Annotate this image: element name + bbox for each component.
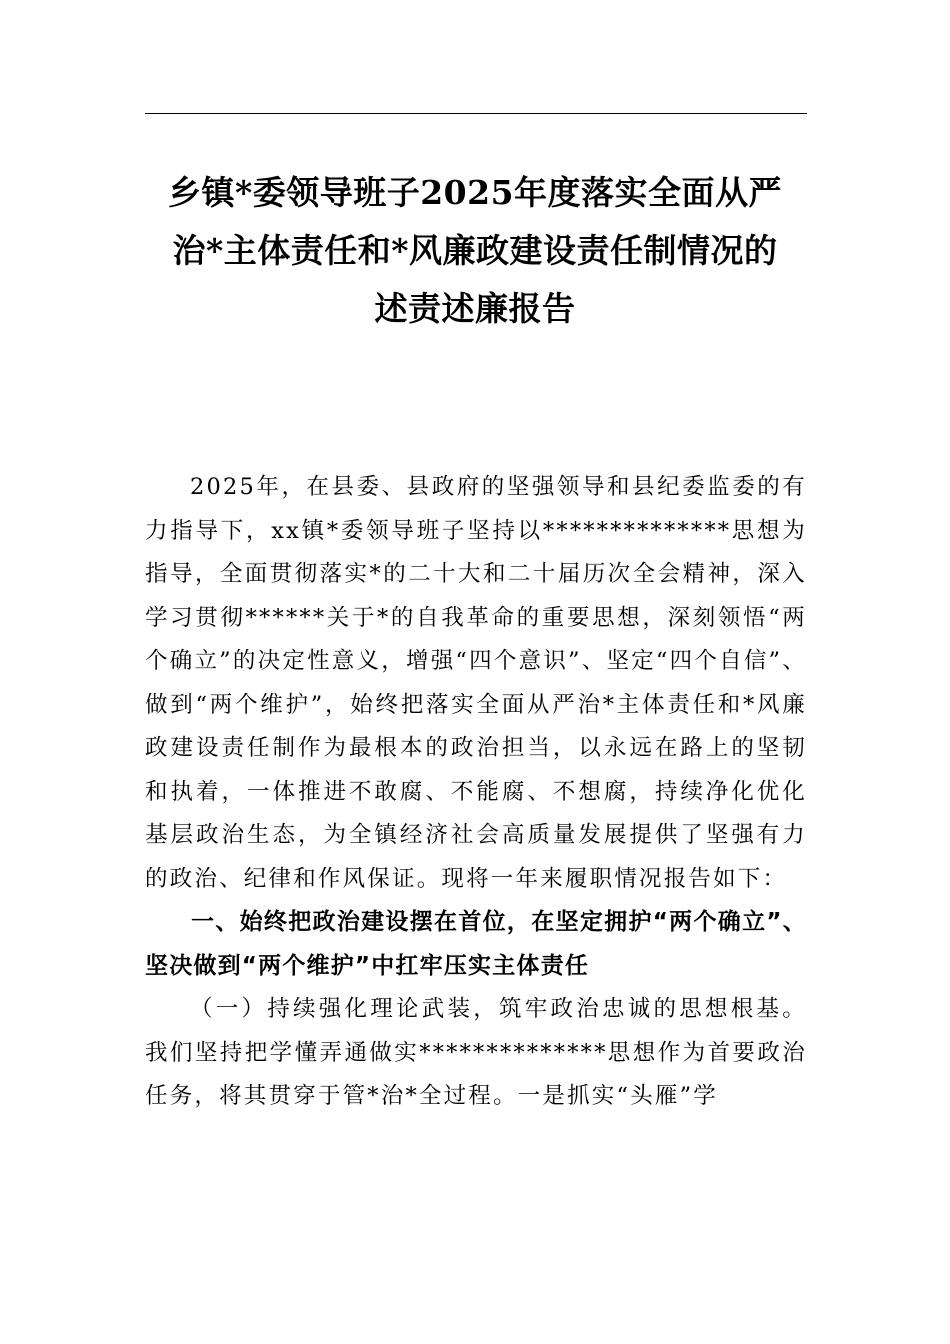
section-1-heading: 一、始终把政治建设摆在首位，在坚定拥护“两个确立”、坚决做到“两个维护”中扛牢压实主体责任 <box>145 909 807 979</box>
intro-paragraph: 2025年，在县委、县政府的坚强领导和县纪委监委的有力指导下，xx镇*委领导班子坚持以**************思想为指导，全面贯彻落实*的二十大和二十届历次全会精神，深入学习贯彻******关于*的自我革命的重要思想，深刻领悟“两个确立”的决定性意义，增强“四个意识”、坚定“四个自信”、做到“两个维护”，始终把落实全面从严治*主体责任和*风廉政建设责任制作为最根本的政治担当，以永远在路上的坚韧和执着，一体推进不敢腐、不能腐、不想腐，持续净化优化基层政治生态，为全镇经济社会高质量发展提供了坚强有力的政治、纪律和作风保证。现将一年来履职情况报告如下： <box>145 474 807 892</box>
title-line-2: 治*主体责任和*风廉政建设责任制情况的 <box>172 231 778 270</box>
document-body <box>145 466 807 1119</box>
title-line-3: 述责述廉报告 <box>374 289 576 328</box>
section-1-1-paragraph: （一）持续强化理论武装，筑牢政治忠诚的思想根基。我们坚持把学懂弄通做实**************思想作为首要政治任务，将其贯穿于管*治*全过程。一是抓实“头雁”学 <box>145 996 807 1109</box>
document-title <box>120 164 830 338</box>
title-line-1: 乡镇*委领导班子2025年度落实全面从严 <box>167 173 783 212</box>
header-rule <box>145 113 807 114</box>
